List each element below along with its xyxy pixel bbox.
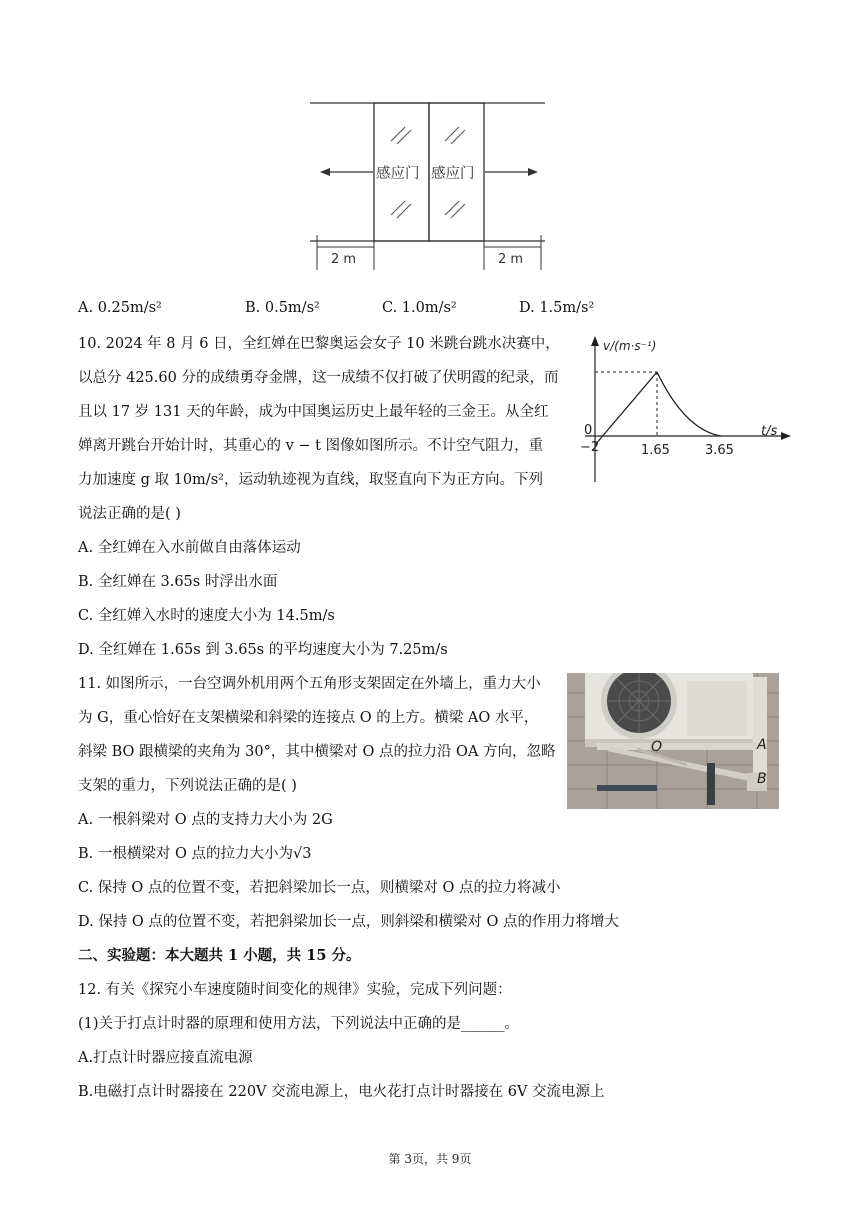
q11-stem-line-3: 斜梁 BO 跟横梁的夹角为 30°，其中横梁对 O 点的拉力沿 OA 方向，忽略 <box>78 744 556 760</box>
q9-options <box>78 300 638 322</box>
q10-stem-line-4: 婵离开跳台开始计时，其重心的 v − t 图像如图所示。不计空气阻力，重 <box>78 438 544 454</box>
q11-option-a: A. 一根斜梁对 O 点的支持力大小为 2G <box>78 812 333 828</box>
q11-photo-label-b: B <box>757 771 767 787</box>
sensor-door-figure <box>305 95 550 275</box>
q12-stem: 12. 有关《探究小车速度随时间变化的规律》实验，完成下列问题： <box>78 982 512 998</box>
q9-option-d: D. 1.5m/s² <box>519 300 595 316</box>
door-label-right: 感应门 <box>431 166 475 182</box>
q11-stem-line-2: 为 G，重心恰好在支架横梁和斜梁的连接点 O 的上方。横梁 AO 水平， <box>78 710 539 726</box>
q10-option-d: D. 全红婵在 1.65s 到 3.65s 的平均速度大小为 7.25m/s <box>78 642 448 658</box>
q10-option-b: B. 全红婵在 3.65s 时浮出水面 <box>78 574 278 590</box>
section-heading: 二、实验题：本大题共 1 小题，共 15 分。 <box>78 947 361 964</box>
q11-ac-bracket-photo <box>567 673 779 809</box>
dim-label-right: 2 m <box>498 252 524 267</box>
q11-photo-label-o: O <box>651 739 663 755</box>
q10-stem-line-2: 以总分 425.60 分的成绩勇夺金牌，这一成绩不仅打破了伏明霞的纪录，而 <box>78 370 559 386</box>
dim-label-left: 2 m <box>331 252 357 267</box>
q10-stem-line-6: 说法正确的是( ) <box>78 506 181 522</box>
door-label-left: 感应门 <box>376 166 420 182</box>
q11-option-c: C. 保持 O 点的位置不变，若把斜梁加长一点，则横梁对 O 点的拉力将减小 <box>78 880 561 896</box>
q10-y-axis-label: v/(m·s⁻¹) <box>603 339 657 353</box>
q11-option-b: B. 一根横梁对 O 点的拉力大小为√3 <box>78 846 312 862</box>
q9-option-c: C. 1.0m/s² <box>382 300 457 316</box>
q9-option-a: A. 0.25m/s² <box>78 300 162 316</box>
q10-stem-line-1: 10. 2024 年 8 月 6 日，全红婵在巴黎奥运会女子 10 米跳台跳水决赛中， <box>78 336 560 352</box>
page-footer: 第 3页，共 9页 <box>388 1152 472 1166</box>
q11-option-d: D. 保持 O 点的位置不变，若把斜梁加长一点，则斜梁和横梁对 O 点的作用力将增大 <box>78 914 620 930</box>
q11-stem-line-4: 支架的重力，下列说法正确的是( ) <box>78 778 297 794</box>
q12-option-b: B.电磁打点计时器接在 220V 交流电源上，电火花打点计时器接在 6V 交流电源上 <box>78 1084 605 1100</box>
q12-sub1: (1)关于打点计时器的原理和使用方法，下列说法中正确的是______。 <box>78 1016 520 1032</box>
q10-stem-line-5: 力加速度 g 取 10m/s²，运动轨迹视为直线，取竖直向下为正方向。下列 <box>78 472 543 488</box>
q11-stem-line-1: 11. 如图所示，一台空调外机用两个五角形支架固定在外墙上，重力大小 <box>78 676 541 692</box>
q11-photo-label-a: A <box>757 737 767 753</box>
q9-option-b: B. 0.5m/s² <box>245 300 320 316</box>
q10-x-axis-label: t/s <box>761 424 778 439</box>
q10-tick-165: 1.65 <box>641 443 670 458</box>
q10-stem-line-3: 且以 17 岁 131 天的年龄，成为中国奥运历史上最年轻的三金王。从全红 <box>78 404 549 420</box>
q12-option-a: A.打点计时器应接直流电源 <box>78 1050 253 1066</box>
q10-tick-365: 3.65 <box>705 443 734 458</box>
q10-tick-neg2: −2 <box>580 440 600 455</box>
q10-origin-label: 0 <box>584 423 593 438</box>
q10-option-c: C. 全红婵入水时的速度大小为 14.5m/s <box>78 608 335 624</box>
q10-vt-graph <box>575 332 795 488</box>
q10-option-a: A. 全红婵在入水前做自由落体运动 <box>78 540 301 556</box>
